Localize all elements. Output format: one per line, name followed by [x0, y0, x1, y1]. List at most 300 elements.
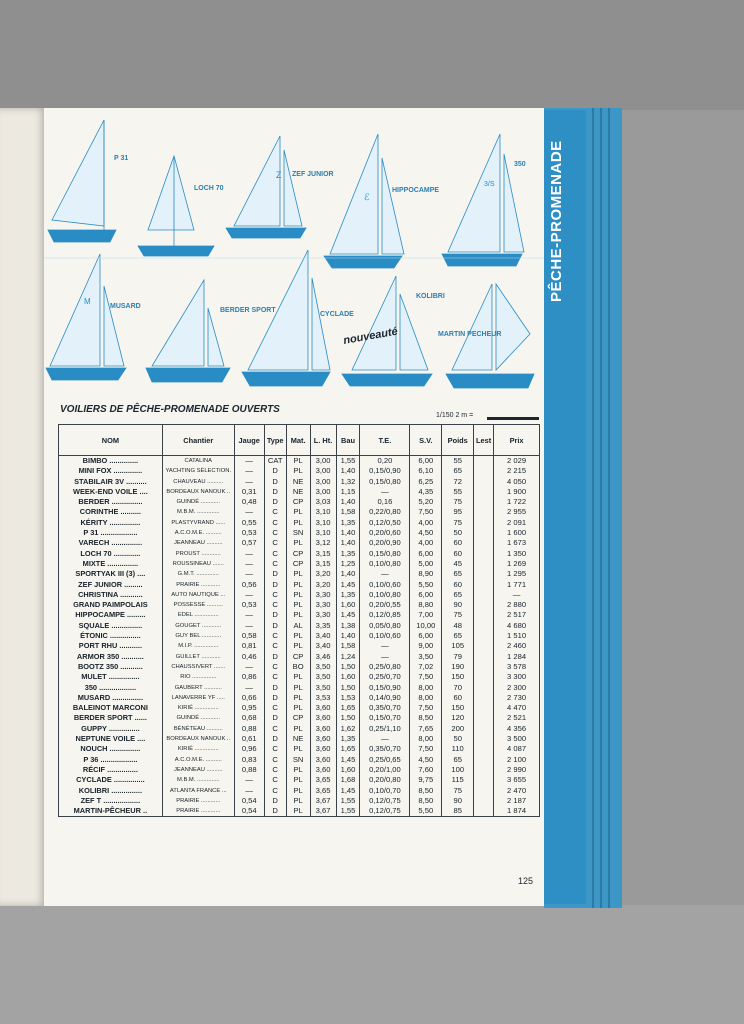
- cell-lest: [474, 765, 494, 775]
- cell-poids: 150: [442, 672, 474, 682]
- cell-te: 0,25/0,70: [360, 672, 410, 682]
- cell-lht: 3,35: [310, 621, 336, 631]
- cell-te: 0,15/0,80: [360, 549, 410, 559]
- cell-lest: [474, 631, 494, 641]
- cell-chantier: KIRIÉ ...............: [162, 744, 234, 754]
- cell-bau: 1,62: [336, 724, 360, 734]
- cell-lht: 3,12: [310, 538, 336, 548]
- cell-lest: [474, 755, 494, 765]
- cell-prix: 1 874: [494, 806, 540, 817]
- cell-te: 0,15/0,70: [360, 713, 410, 723]
- cell-prix: 2 955: [494, 507, 540, 517]
- cell-bau: 1,25: [336, 559, 360, 569]
- cell-jauge: —: [234, 662, 264, 672]
- cell-poids: 79: [442, 652, 474, 662]
- table-row: [59, 713, 540, 723]
- cell-chantier: ROUSSINEAU .......: [162, 559, 234, 569]
- cell-lest: [474, 538, 494, 548]
- cell-lest: [474, 806, 494, 817]
- scale-bar: [487, 417, 539, 420]
- table-row: [59, 580, 540, 590]
- cell-bau: 1,45: [336, 755, 360, 765]
- svg-text:3/S: 3/S: [484, 181, 495, 188]
- cell-bau: 1,40: [336, 631, 360, 641]
- cell-jauge: —: [234, 456, 264, 467]
- cell-lht: 3,53: [310, 693, 336, 703]
- cell-nom: RÉCIF ...............: [59, 765, 163, 775]
- cell-jauge: 0,54: [234, 796, 264, 806]
- cell-lest: [474, 734, 494, 744]
- cell-mat: PL: [286, 765, 310, 775]
- table-row: [59, 621, 540, 631]
- cell-chantier: PRAIRIE ............: [162, 580, 234, 590]
- cell-chantier: M.B.M. ..............: [162, 507, 234, 517]
- cell-te: 0,16: [360, 497, 410, 507]
- cell-chantier: LANAVERRE YF .....: [162, 693, 234, 703]
- cell-jauge: 0,55: [234, 518, 264, 528]
- cell-lest: [474, 466, 494, 476]
- cell-sv: 9,75: [410, 775, 442, 785]
- section-title: VOILIERS DE PÊCHE-PROMENADE OUVERTS: [60, 404, 280, 415]
- cell-lht: 3,67: [310, 796, 336, 806]
- cell-prix: 3 655: [494, 775, 540, 785]
- cell-poids: 90: [442, 796, 474, 806]
- cell-mat: SN: [286, 528, 310, 538]
- cell-te: 0,25/0,80: [360, 662, 410, 672]
- col-header-chantier: Chantier: [162, 425, 234, 456]
- cell-chantier: BÉNÉTEAU ..........: [162, 724, 234, 734]
- cell-te: 0,20/1,00: [360, 765, 410, 775]
- svg-text:KOLIBRI: KOLIBRI: [416, 293, 445, 300]
- cell-mat: PL: [286, 456, 310, 467]
- cell-nom: BALEINOT MARCONI: [59, 703, 163, 713]
- cell-mat: SN: [286, 755, 310, 765]
- cell-poids: 50: [442, 528, 474, 538]
- svg-text:ℰ: ℰ: [364, 192, 370, 202]
- cell-lest: [474, 775, 494, 785]
- cell-lest: [474, 641, 494, 651]
- cell-chantier: GAUBERT ...........: [162, 683, 234, 693]
- cell-lest: [474, 610, 494, 620]
- cell-nom: LOCH 70 .............: [59, 549, 163, 559]
- cell-sv: 4,00: [410, 538, 442, 548]
- col-header-prix: Prix: [494, 425, 540, 456]
- cell-nom: VARECH ...............: [59, 538, 163, 548]
- cell-lest: [474, 744, 494, 754]
- cell-nom: ZEF JUNIOR .........: [59, 580, 163, 590]
- cell-type: C: [264, 518, 286, 528]
- cell-type: D: [264, 713, 286, 723]
- cell-poids: 100: [442, 765, 474, 775]
- cell-bau: 1,58: [336, 507, 360, 517]
- table-row: [59, 734, 540, 744]
- cell-prix: 2 100: [494, 755, 540, 765]
- table-row: [59, 786, 540, 796]
- col-header-mat: Mat.: [286, 425, 310, 456]
- cell-lht: 3,60: [310, 755, 336, 765]
- cell-sv: 7,02: [410, 662, 442, 672]
- cell-prix: 2 880: [494, 600, 540, 610]
- cell-jauge: —: [234, 621, 264, 631]
- cell-prix: 2 029: [494, 456, 540, 467]
- cell-prix: 2 460: [494, 641, 540, 651]
- cell-chantier: CHAUSSIVERT .......: [162, 662, 234, 672]
- svg-text:P 31: P 31: [114, 155, 129, 162]
- cell-sv: 4,35: [410, 487, 442, 497]
- cell-lht: 3,60: [310, 744, 336, 754]
- cell-type: C: [264, 528, 286, 538]
- cell-lht: 3,40: [310, 631, 336, 641]
- cell-lht: 3,60: [310, 703, 336, 713]
- cell-te: 0,10/0,60: [360, 580, 410, 590]
- cell-lht: 3,60: [310, 734, 336, 744]
- cell-mat: PL: [286, 796, 310, 806]
- cell-bau: 1,35: [336, 518, 360, 528]
- cell-poids: 75: [442, 497, 474, 507]
- cell-mat: PL: [286, 806, 310, 817]
- svg-text:ZEF JUNIOR: ZEF JUNIOR: [292, 171, 334, 178]
- cell-bau: 1,32: [336, 477, 360, 487]
- cell-type: C: [264, 600, 286, 610]
- table-row: [59, 755, 540, 765]
- cell-nom: BERDER ...............: [59, 497, 163, 507]
- cell-nom: CYCLADE ...............: [59, 775, 163, 785]
- cell-poids: 65: [442, 755, 474, 765]
- cell-lest: [474, 786, 494, 796]
- cell-te: 0,20/0,60: [360, 528, 410, 538]
- cell-prix: 2 521: [494, 713, 540, 723]
- cell-te: 0,10/0,70: [360, 786, 410, 796]
- cell-chantier: GOUGET ............: [162, 621, 234, 631]
- cell-prix: 4 087: [494, 744, 540, 754]
- cell-te: 0,10/0,80: [360, 559, 410, 569]
- cell-jauge: 0,95: [234, 703, 264, 713]
- cell-lht: 3,65: [310, 775, 336, 785]
- cell-mat: PL: [286, 744, 310, 754]
- table-row: [59, 466, 540, 476]
- cell-te: —: [360, 569, 410, 579]
- cell-mat: PL: [286, 631, 310, 641]
- cell-prix: 1 269: [494, 559, 540, 569]
- cell-nom: BERDER SPORT ......: [59, 713, 163, 723]
- cell-bau: 1,65: [336, 744, 360, 754]
- cell-sv: 6,00: [410, 631, 442, 641]
- table-row: [59, 806, 540, 817]
- cell-chantier: A.C.O.M.E. ..........: [162, 755, 234, 765]
- table-row: [59, 528, 540, 538]
- background-top: [0, 0, 744, 110]
- cell-nom: P 36 ..................: [59, 755, 163, 765]
- table-row: [59, 693, 540, 703]
- cell-mat: PL: [286, 703, 310, 713]
- cell-nom: PORT RHU ...........: [59, 641, 163, 651]
- cell-bau: 1,50: [336, 662, 360, 672]
- cell-nom: MUSARD ...............: [59, 693, 163, 703]
- cell-lest: [474, 652, 494, 662]
- cell-poids: 90: [442, 600, 474, 610]
- cell-sv: 8,00: [410, 693, 442, 703]
- cell-chantier: EDEL ...............: [162, 610, 234, 620]
- cell-bau: 1,55: [336, 456, 360, 467]
- cell-jauge: —: [234, 559, 264, 569]
- cell-jauge: 0,57: [234, 538, 264, 548]
- background-bottom: [0, 905, 744, 1024]
- cell-chantier: YACHTING SÉLECTION.: [162, 466, 234, 476]
- cell-sv: 5,20: [410, 497, 442, 507]
- cell-nom: CHRISTINA ...........: [59, 590, 163, 600]
- table-row: [59, 477, 540, 487]
- cell-poids: 110: [442, 744, 474, 754]
- cell-sv: 6,00: [410, 590, 442, 600]
- cell-type: C: [264, 662, 286, 672]
- cell-chantier: G.M.T. ..............: [162, 569, 234, 579]
- cell-mat: PL: [286, 724, 310, 734]
- cell-lht: 3,30: [310, 610, 336, 620]
- cell-lht: 3,10: [310, 528, 336, 538]
- cell-mat: PL: [286, 518, 310, 528]
- cell-jauge: —: [234, 775, 264, 785]
- cell-bau: 1,40: [336, 528, 360, 538]
- boat-bordersport: [146, 280, 230, 382]
- cell-lht: 3,46: [310, 652, 336, 662]
- cell-nom: HIPPOCAMPE .........: [59, 610, 163, 620]
- boat-zefjunior: [226, 136, 306, 238]
- cell-prix: 4 050: [494, 477, 540, 487]
- cell-bau: 1,35: [336, 590, 360, 600]
- cell-sv: 8,00: [410, 734, 442, 744]
- table-row: [59, 744, 540, 754]
- boat-spec-table: [58, 424, 540, 817]
- cell-chantier: M.I.P. ...............: [162, 641, 234, 651]
- cell-mat: PL: [286, 600, 310, 610]
- cell-poids: 115: [442, 775, 474, 785]
- cell-type: C: [264, 641, 286, 651]
- cell-mat: PL: [286, 569, 310, 579]
- cell-mat: NE: [286, 487, 310, 497]
- cell-lest: [474, 528, 494, 538]
- cell-type: C: [264, 703, 286, 713]
- cell-lht: 3,65: [310, 786, 336, 796]
- cell-lest: [474, 662, 494, 672]
- cell-lht: 3,60: [310, 724, 336, 734]
- cell-lest: [474, 683, 494, 693]
- cell-chantier: GUY BEL ............: [162, 631, 234, 641]
- cell-poids: 48: [442, 621, 474, 631]
- cell-prix: 3 300: [494, 672, 540, 682]
- cell-lht: 3,15: [310, 559, 336, 569]
- cell-lht: 3,50: [310, 662, 336, 672]
- cell-jauge: —: [234, 466, 264, 476]
- cell-lest: [474, 713, 494, 723]
- cell-prix: 4 356: [494, 724, 540, 734]
- cell-sv: 5,50: [410, 806, 442, 817]
- cell-te: 0,10/0,80: [360, 590, 410, 600]
- svg-text:HIPPOCAMPE: HIPPOCAMPE: [392, 187, 440, 194]
- cell-jauge: 0,83: [234, 755, 264, 765]
- cell-prix: 3 500: [494, 734, 540, 744]
- cell-type: C: [264, 549, 286, 559]
- cell-type: C: [264, 744, 286, 754]
- cell-nom: MULET ...............: [59, 672, 163, 682]
- table-row: [59, 507, 540, 517]
- cell-type: C: [264, 590, 286, 600]
- cell-te: 0,20: [360, 456, 410, 467]
- cell-sv: 7,50: [410, 507, 442, 517]
- cell-type: D: [264, 466, 286, 476]
- table-row: [59, 683, 540, 693]
- cell-prix: 1 900: [494, 487, 540, 497]
- cell-te: 0,20/0,80: [360, 775, 410, 785]
- cell-sv: 7,65: [410, 724, 442, 734]
- cell-type: C: [264, 672, 286, 682]
- cell-jauge: 0,86: [234, 672, 264, 682]
- cell-bau: 1,65: [336, 703, 360, 713]
- cell-type: D: [264, 806, 286, 817]
- cell-te: 0,15/0,90: [360, 683, 410, 693]
- cell-chantier: PRAIRIE ............: [162, 806, 234, 817]
- cell-sv: 8,80: [410, 600, 442, 610]
- cell-sv: 8,50: [410, 713, 442, 723]
- cell-type: D: [264, 610, 286, 620]
- cell-poids: 65: [442, 466, 474, 476]
- cell-bau: 1,15: [336, 487, 360, 497]
- cell-chantier: AUTO NAUTIQUE ...: [162, 590, 234, 600]
- cell-lest: [474, 497, 494, 507]
- table-header-row: [59, 425, 540, 456]
- cell-bau: 1,60: [336, 765, 360, 775]
- table-row: [59, 775, 540, 785]
- cell-mat: PL: [286, 693, 310, 703]
- cell-sv: 8,50: [410, 796, 442, 806]
- cell-poids: 60: [442, 549, 474, 559]
- cell-chantier: PROUST ............: [162, 549, 234, 559]
- cell-te: —: [360, 487, 410, 497]
- cell-sv: 7,60: [410, 765, 442, 775]
- table-row: [59, 456, 540, 467]
- cell-sv: 6,10: [410, 466, 442, 476]
- cell-poids: 50: [442, 734, 474, 744]
- boat-illustrations: [44, 108, 544, 408]
- cell-lest: [474, 487, 494, 497]
- cell-lht: 3,00: [310, 456, 336, 467]
- cell-mat: PL: [286, 590, 310, 600]
- table-row: [59, 631, 540, 641]
- cell-bau: 1,45: [336, 580, 360, 590]
- cell-poids: 60: [442, 693, 474, 703]
- cell-lest: [474, 549, 494, 559]
- cell-lest: [474, 569, 494, 579]
- cell-te: 0,15/0,80: [360, 477, 410, 487]
- cell-sv: 6,00: [410, 456, 442, 467]
- cell-type: D: [264, 569, 286, 579]
- cell-chantier: CHAUVEAU ..........: [162, 477, 234, 487]
- col-header-poids: Poids: [442, 425, 474, 456]
- cell-jauge: 0,96: [234, 744, 264, 754]
- cell-lht: 3,10: [310, 518, 336, 528]
- cell-mat: NE: [286, 734, 310, 744]
- cell-mat: PL: [286, 466, 310, 476]
- cell-mat: AL: [286, 621, 310, 631]
- cell-bau: 1,50: [336, 683, 360, 693]
- cell-sv: 5,50: [410, 580, 442, 590]
- cell-bau: 1,24: [336, 652, 360, 662]
- cell-jauge: 0,61: [234, 734, 264, 744]
- cell-chantier: PRAIRIE ............: [162, 796, 234, 806]
- cell-type: C: [264, 507, 286, 517]
- cell-mat: NE: [286, 477, 310, 487]
- cell-jauge: —: [234, 610, 264, 620]
- cell-poids: 65: [442, 590, 474, 600]
- cell-lest: [474, 580, 494, 590]
- cell-nom: CORINTHE ..........: [59, 507, 163, 517]
- cell-mat: PL: [286, 610, 310, 620]
- cell-prix: 2 990: [494, 765, 540, 775]
- cell-sv: 10,00: [410, 621, 442, 631]
- cell-type: C: [264, 786, 286, 796]
- cell-prix: 1 771: [494, 580, 540, 590]
- cell-jauge: 0,68: [234, 713, 264, 723]
- cell-lht: 3,20: [310, 580, 336, 590]
- cell-type: D: [264, 683, 286, 693]
- svg-text:MUSARD: MUSARD: [110, 303, 141, 310]
- cell-sv: 4,50: [410, 528, 442, 538]
- cell-mat: CP: [286, 652, 310, 662]
- cell-bau: 1,60: [336, 600, 360, 610]
- table-row: [59, 569, 540, 579]
- cell-type: C: [264, 755, 286, 765]
- cell-te: 0,20/0,55: [360, 600, 410, 610]
- cell-te: —: [360, 734, 410, 744]
- cell-poids: 55: [442, 456, 474, 467]
- cell-prix: 1 722: [494, 497, 540, 507]
- cell-te: 0,12/0,50: [360, 518, 410, 528]
- cell-lest: [474, 724, 494, 734]
- cell-bau: 1,38: [336, 621, 360, 631]
- cell-jauge: —: [234, 549, 264, 559]
- table-row: [59, 652, 540, 662]
- cell-lest: [474, 559, 494, 569]
- cell-poids: 85: [442, 806, 474, 817]
- cell-poids: 75: [442, 518, 474, 528]
- cell-prix: 1 510: [494, 631, 540, 641]
- cell-type: C: [264, 775, 286, 785]
- cell-poids: 105: [442, 641, 474, 651]
- svg-text:BERDER SPORT: BERDER SPORT: [220, 307, 276, 314]
- cell-jauge: 0,66: [234, 693, 264, 703]
- cell-mat: CP: [286, 497, 310, 507]
- cell-nom: NEPTUNE VOILE ....: [59, 734, 163, 744]
- table-row: [59, 724, 540, 734]
- cell-poids: 60: [442, 580, 474, 590]
- cell-bau: 1,60: [336, 672, 360, 682]
- cell-jauge: 0,56: [234, 580, 264, 590]
- cell-sv: 7,50: [410, 703, 442, 713]
- cell-nom: GUPPY ...............: [59, 724, 163, 734]
- cell-sv: 9,00: [410, 641, 442, 651]
- table-row: [59, 672, 540, 682]
- cell-sv: 6,00: [410, 549, 442, 559]
- cell-sv: 3,50: [410, 652, 442, 662]
- cell-nom: SPORTYAK III (3) ....: [59, 569, 163, 579]
- cell-prix: 2 730: [494, 693, 540, 703]
- cell-jauge: —: [234, 590, 264, 600]
- cell-prix: 4 470: [494, 703, 540, 713]
- cell-prix: 3 578: [494, 662, 540, 672]
- cell-type: C: [264, 631, 286, 641]
- svg-text:MARTIN PECHEUR: MARTIN PECHEUR: [438, 331, 502, 338]
- cell-jauge: 0,53: [234, 600, 264, 610]
- table-row: [59, 590, 540, 600]
